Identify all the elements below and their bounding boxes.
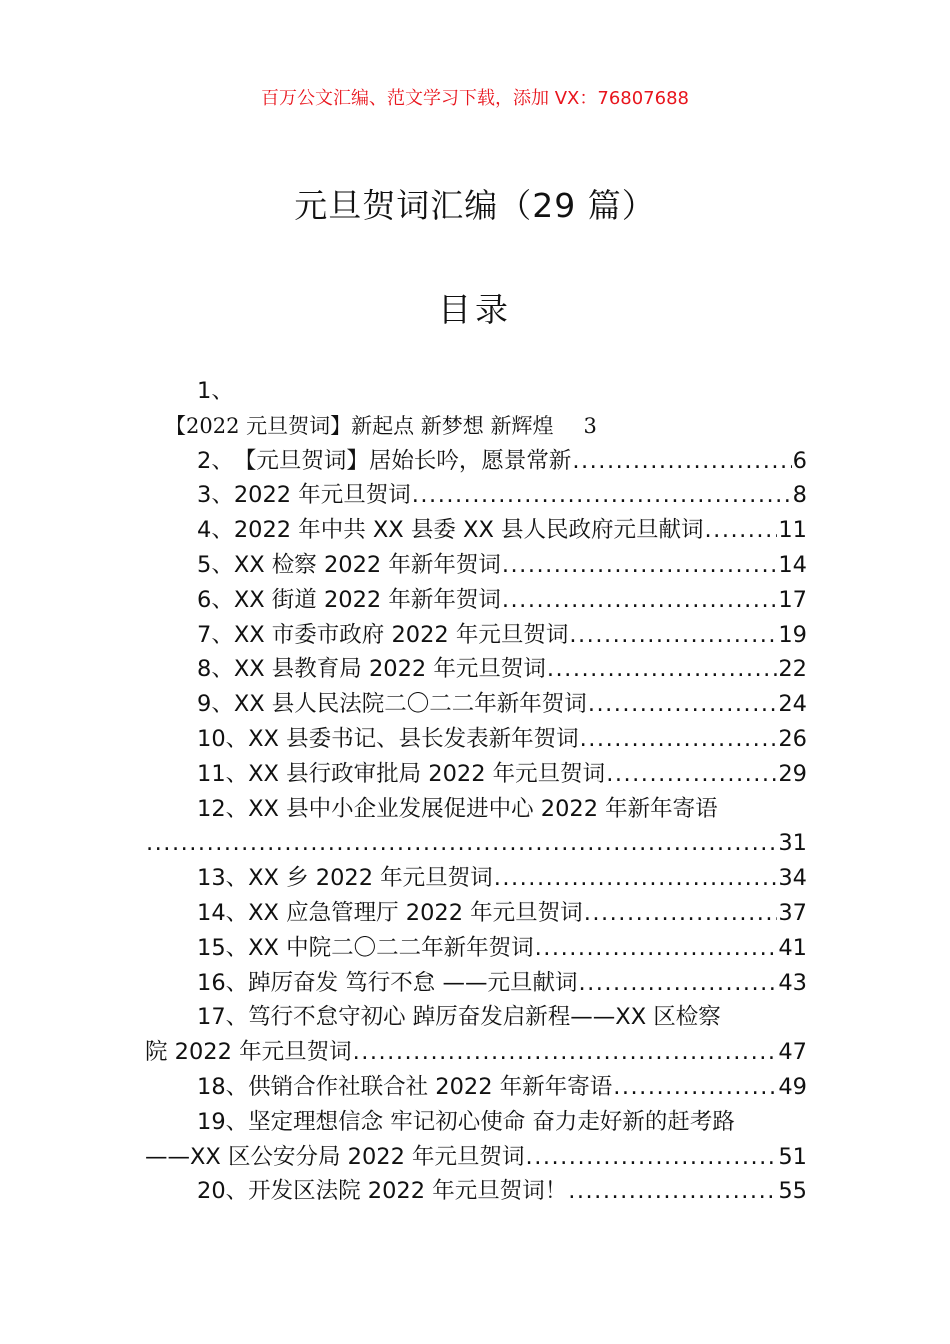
toc-entry-number: 5、: [197, 551, 234, 578]
toc-entry-title: XX 检察 2022 年新年贺词: [233, 551, 501, 578]
toc-entry-page: 19: [778, 621, 807, 648]
toc-entry-page: 47: [778, 1039, 807, 1066]
toc-entry-title: XX 县行政审批局 2022 年元旦贺词: [248, 760, 606, 787]
toc-entry-number: 13、: [197, 865, 249, 892]
toc-entry-number: 20、: [197, 1178, 249, 1205]
toc-entry-page: 6: [792, 447, 807, 474]
leader-dots: [613, 1070, 777, 1105]
leader-dots: [580, 722, 778, 757]
leader-dots: [547, 652, 777, 687]
toc-entry-page: 3: [583, 413, 597, 438]
toc-entry-title: 【元旦贺词】居始长吟，愿景常新: [233, 447, 572, 474]
toc-entry-4[interactable]: [145, 513, 807, 548]
toc-entry-number: 15、: [197, 934, 249, 961]
toc-entry-12-line-1[interactable]: [145, 792, 807, 827]
toc-entry-9[interactable]: [145, 687, 807, 722]
toc-entry-page: 55: [778, 1178, 807, 1205]
leader-dots: [572, 444, 791, 479]
toc-entry-number: 2、: [197, 447, 234, 474]
leader-dots: [535, 931, 778, 966]
toc-entry-title: XX 乡 2022 年元旦贺词: [248, 865, 493, 892]
toc-entry-number: 6、: [197, 586, 234, 613]
toc-entry-17-line-2[interactable]: [145, 1035, 807, 1070]
toc-entry-page: 31: [778, 830, 807, 857]
toc-entry-title-continued: 院 2022 年元旦贺词: [145, 1039, 352, 1066]
toc-entry-6[interactable]: [145, 583, 807, 618]
toc-entry-title: 开发区法院 2022 年元旦贺词！: [248, 1178, 568, 1205]
toc-entry-title: 2022 年元旦贺词: [233, 482, 411, 509]
toc-entry-5[interactable]: [145, 548, 807, 583]
toc-entry-title: XX 中院二〇二二年新年贺词: [248, 934, 534, 961]
toc-entry-page: 17: [778, 586, 807, 613]
toc-entry-number: 1、: [197, 378, 234, 404]
leader-dots: [146, 826, 777, 861]
toc-entry-number: 11、: [197, 760, 249, 787]
toc-entry-page: 8: [792, 482, 807, 509]
toc-entry-page: 34: [778, 865, 807, 892]
leader-dots: [584, 896, 778, 931]
leader-dots: [353, 1035, 778, 1070]
toc-entry-number: 4、: [197, 517, 234, 544]
toc-entry-20[interactable]: [145, 1174, 807, 1209]
toc-heading: 目录: [438, 290, 512, 329]
leader-dots: [578, 966, 777, 1001]
toc-entry-16[interactable]: [145, 966, 807, 1001]
toc-entry-title: 2022 年中共 XX 县委 XX 县人民政府元旦献词: [233, 517, 704, 544]
toc-entry-19-line-2[interactable]: [145, 1140, 807, 1175]
toc-entry-17-line-1[interactable]: [145, 1000, 807, 1035]
leader-dots: [526, 1140, 778, 1175]
toc-entry-3[interactable]: [145, 478, 807, 513]
leader-dots: [412, 478, 792, 513]
toc-entry-title: XX 应急管理厅 2022 年元旦贺词: [248, 899, 583, 926]
toc-entry-14[interactable]: [145, 896, 807, 931]
toc-entry-title: 【2022 元旦贺词】新起点 新梦想 新辉煌: [165, 413, 554, 438]
toc-entry-title: 17、笃行不怠守初心 踔厉奋发启新程——XX 区检察: [197, 1004, 721, 1031]
toc-entry-title: 踔厉奋发 笃行不怠 ——元旦献词: [248, 969, 578, 996]
toc-entry-18[interactable]: [145, 1070, 807, 1105]
toc-entry-10[interactable]: [145, 722, 807, 757]
leader-dots: [502, 548, 777, 583]
toc-entry-number: 7、: [197, 621, 234, 648]
toc-entry-title: XX 县委书记、县长发表新年贺词: [248, 725, 579, 752]
toc-entry-8[interactable]: [145, 652, 807, 687]
toc-entry-1-line-1[interactable]: [145, 374, 807, 409]
toc-entry-page: 43: [778, 969, 807, 996]
watermark-header-note: 百万公文汇编、范文学习下载，添加 VX：76807688: [261, 88, 689, 109]
toc-entry-title: 12、XX 县中小企业发展促进中心 2022 年新年寄语: [197, 795, 718, 822]
toc-entry-page: 41: [778, 934, 807, 961]
toc-entry-title-continued: ——XX 区公安分局 2022 年元旦贺词: [145, 1143, 525, 1170]
toc-entry-7[interactable]: [145, 618, 807, 653]
toc-entry-11[interactable]: [145, 757, 807, 792]
leader-dots: [569, 618, 777, 653]
toc-entry-page: 49: [778, 1073, 807, 1100]
toc-entry-2[interactable]: [145, 444, 807, 479]
toc-entry-title: XX 县人民法院二〇二二年新年贺词: [233, 691, 587, 718]
document-title: 元旦贺词汇编（29 篇）: [294, 186, 656, 225]
toc-entry-number: 8、: [197, 656, 234, 683]
toc-entry-title: 19、坚定理想信念 牢记初心使命 奋力走好新的赶考路: [197, 1108, 735, 1135]
leader-dots: [568, 1174, 777, 1209]
toc-entry-page: 51: [778, 1143, 807, 1170]
toc-entry-number: 16、: [197, 969, 249, 996]
toc-entry-number: 3、: [197, 482, 234, 509]
toc-entry-title: 供销合作社联合社 2022 年新年寄语: [248, 1073, 613, 1100]
toc-entry-page: 24: [778, 691, 807, 718]
toc-entry-page: 37: [778, 899, 807, 926]
toc-entry-title: XX 市委市政府 2022 年元旦贺词: [233, 621, 569, 648]
toc-entry-title: XX 县教育局 2022 年元旦贺词: [233, 656, 546, 683]
toc-entry-page: 11: [778, 517, 807, 544]
leader-dots: [705, 513, 778, 548]
toc-entry-12-line-2[interactable]: [145, 826, 807, 861]
toc-entry-1-line-2[interactable]: [145, 409, 807, 444]
toc-entry-number: 18、: [197, 1073, 249, 1100]
toc-entry-number: 14、: [197, 899, 249, 926]
toc-entry-19-line-1[interactable]: [145, 1105, 807, 1140]
toc-entry-page: 22: [778, 656, 807, 683]
table-of-contents: [145, 374, 807, 1209]
toc-entry-title: XX 街道 2022 年新年贺词: [233, 586, 501, 613]
toc-entry-page: 29: [778, 760, 807, 787]
toc-entry-number: 9、: [197, 691, 234, 718]
toc-entry-15[interactable]: [145, 931, 807, 966]
leader-dots: [494, 861, 778, 896]
toc-entry-page: 26: [778, 725, 807, 752]
toc-entry-page: 14: [778, 551, 807, 578]
toc-entry-13[interactable]: [145, 861, 807, 896]
leader-dots: [502, 583, 777, 618]
leader-dots: [606, 757, 777, 792]
leader-dots: [588, 687, 778, 722]
toc-entry-number: 10、: [197, 725, 249, 752]
